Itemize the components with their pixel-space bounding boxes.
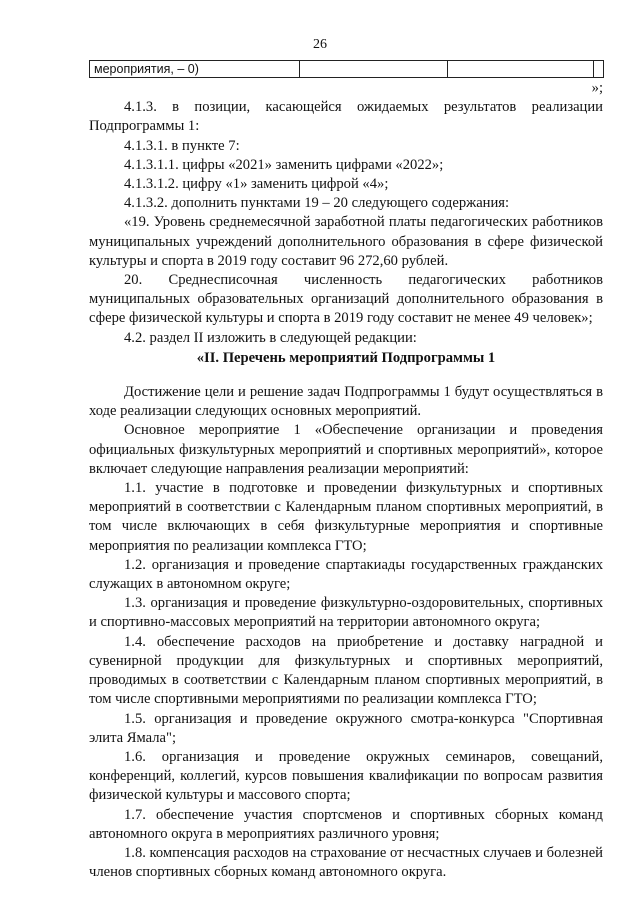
table-cell xyxy=(448,61,594,78)
closing-quote: »; xyxy=(591,80,603,96)
list-item: 1.7. обеспечение участия спортсменов и спортивных сборных команд автономного округа в мероприятиях различного уровня; xyxy=(89,806,603,842)
table-row xyxy=(90,61,604,78)
paragraph: «19. Уровень среднемесячной заработной платы педагогических работников муниципальных учреждений дополнительного образования в сфере физической культуры и спорта в 2019 году составит 96 272,60 рублей. xyxy=(89,214,603,269)
list-item: 1.6. организация и проведение окружных семинаров, совещаний, конференций, коллегий, курсов повышения квалификации по вопросам развития физической культуры и массового спорта; xyxy=(89,748,603,804)
table-cell: мероприятия, – 0) xyxy=(90,61,300,78)
paragraph: Достижение цели и решение задач Подпрограммы 1 будут осуществляться в ходе реализации следующих основных мероприятий. xyxy=(89,384,603,420)
section-heading: «II. Перечень мероприятий Подпрограммы 1 xyxy=(196,349,496,366)
list-item: 1.3. организация и проведение физкультурно-оздоровительных, спортивных и спортивно-массовых мероприятий на территории автономного округа; xyxy=(89,595,603,631)
table-cell xyxy=(300,61,448,78)
list-item: 1.2. организация и проведение спартакиады государственных гражданских служащих в автономном округе; xyxy=(89,556,603,593)
paragraph: 4.1.3.1. в пункте 7: xyxy=(124,137,240,154)
paragraph: Основное мероприятие 1 «Обеспечение организации и проведения официальных физкультурных мероприятий и спортивных мероприятий», которое включает следующие направления реализации мероприятий: xyxy=(89,422,603,477)
paragraph: 4.2. раздел II изложить в следующей редакции: xyxy=(124,329,417,346)
list-item: 1.1. участие в подготовке и проведении физкультурных и спортивных мероприятий в соответствии с Календарным планом спортивных мероприятий, в том числе включающих в себя физкультурные мероприятия и спортивные мероприятия по реализации комплекса ГТО; xyxy=(89,480,603,554)
table-cell xyxy=(594,61,604,78)
page-number: 26 xyxy=(313,37,327,52)
paragraph: 4.1.3.1.1. цифры «2021» заменить цифрами «2022»; xyxy=(124,156,444,173)
document-body xyxy=(89,79,603,882)
paragraph: 4.1.3.2. дополнить пунктами 19 – 20 следующего содержания: xyxy=(124,195,510,212)
list-item: 1.4. обеспечение расходов на приобретение и доставку наградной и сувенирной продукции для физкультурных и спортивных мероприятий, проводимых в соответствии с Календарным планом спортивных мероприятий, в том числе спортивными мероприятиями по реализации комплекса ГТО; xyxy=(89,633,603,708)
list-item: 1.5. организация и проведение окружного смотра-конкурса "Спортивная элита Ямала"; xyxy=(89,710,603,746)
paragraph: 4.1.3.1.2. цифру «1» заменить цифрой «4»; xyxy=(124,176,389,193)
list-item: 1.8. компенсация расходов на страхование от несчастных случаев и болезней членов спортивных сборных команд автономного округа. xyxy=(89,844,603,881)
paragraph: 20. Среднесписочная численность педагогических работников муниципальных образовательных организаций дополнительного образования в сфере физической культуры и спорта в 2019 году составит не менее 49 человек»; xyxy=(89,272,603,327)
continued-table-row xyxy=(89,60,604,78)
paragraph: 4.1.3. в позиции, касающейся ожидаемых результатов реализации Подпрограммы 1: xyxy=(89,99,603,135)
